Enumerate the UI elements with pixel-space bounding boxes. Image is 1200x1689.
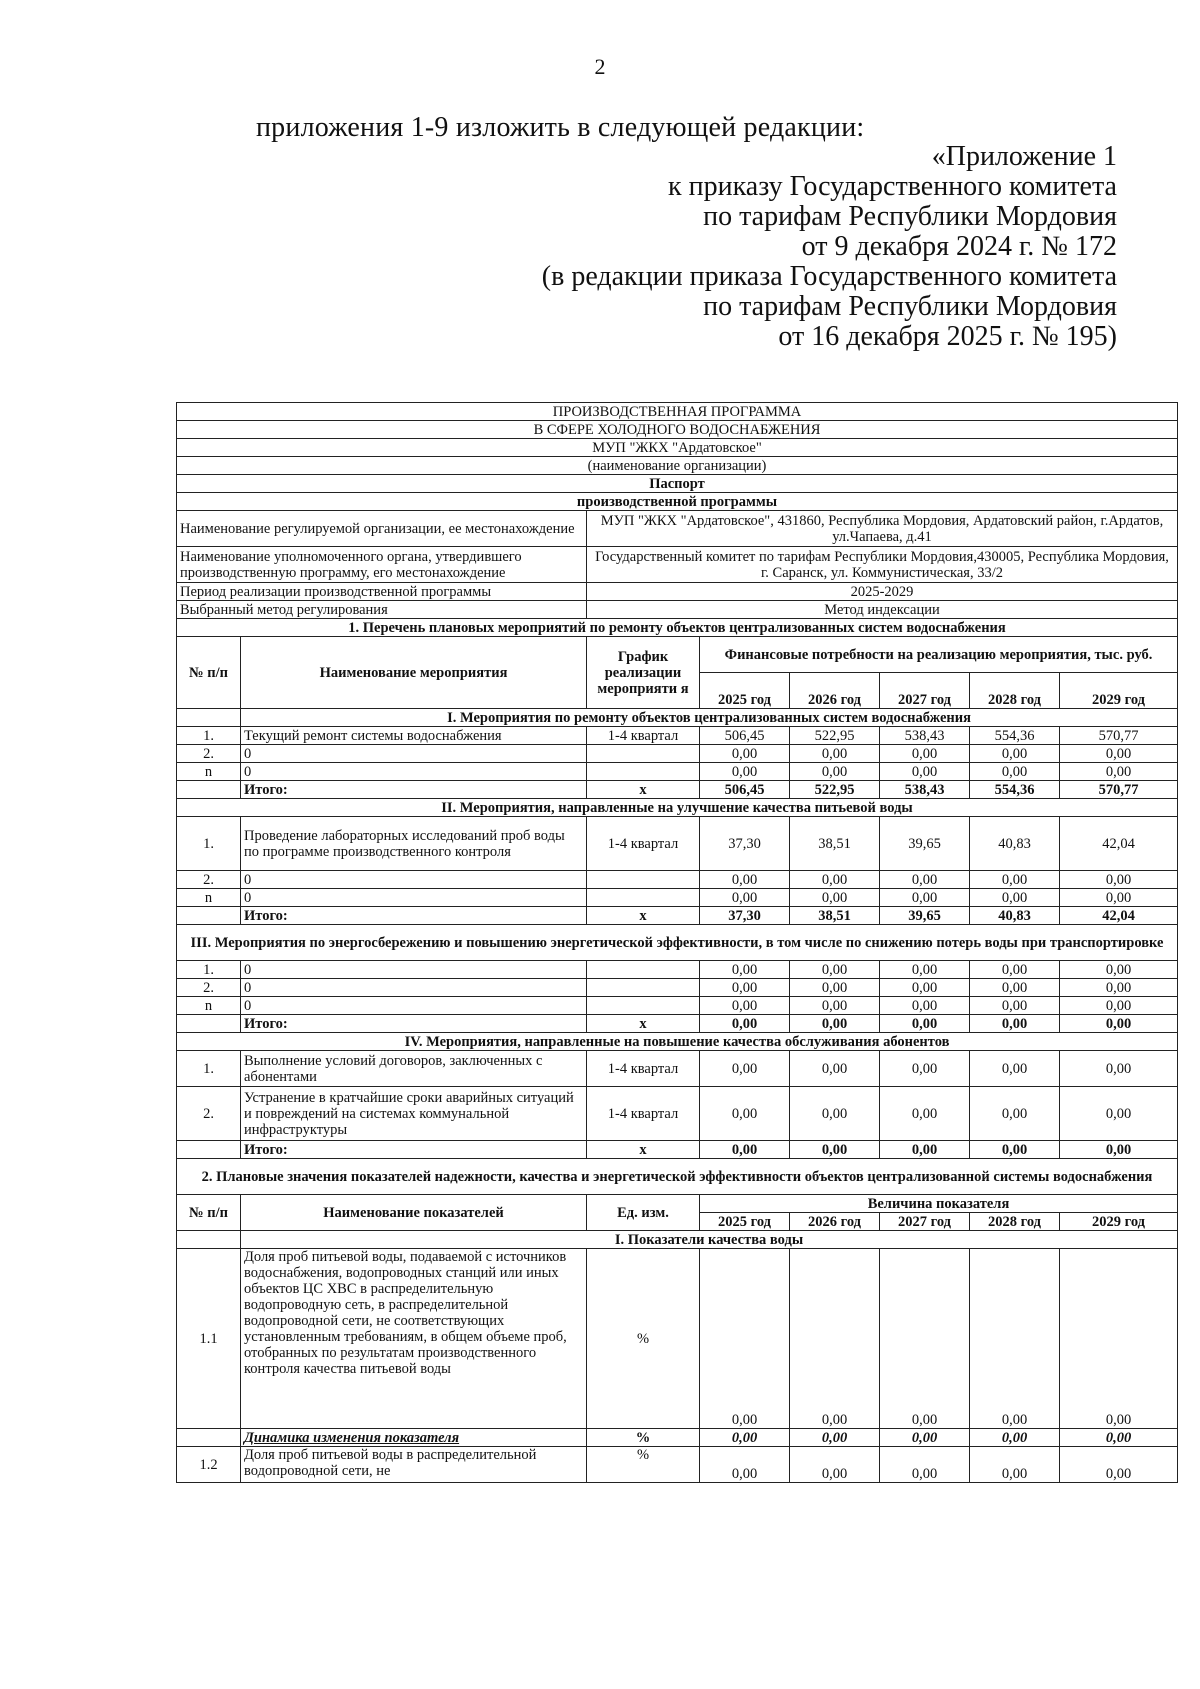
row-value: 0,00 [700,979,790,997]
row-value: 42,04 [1060,817,1178,871]
row-value: 0,00 [880,1429,970,1447]
row-schedule [587,961,700,979]
table-row [177,763,1178,781]
row-value: 0,00 [970,889,1060,907]
row-value: 0,00 [700,1051,790,1087]
row-schedule [587,871,700,889]
row-name: Доля проб питьевой воды, подаваемой с источников водоснабжения, водопроводных станций или иных объектов ЦС ХВС в распределительную водопроводную сеть, в распределительной водопроводной сети, не соответствующих установленным требованиям, в общем объеме проб, отобранных по результатам производственного контроля качества питьевой воды [241,1249,587,1429]
row-value: 0,00 [700,1249,790,1429]
row-unit: % [587,1447,700,1483]
row-value: 0,00 [700,1429,790,1447]
col-header-name: Наименование показателей [241,1195,587,1231]
total-value: 538,43 [880,781,970,799]
row-value: 0,00 [1060,997,1178,1015]
total-label: Итого: [241,1141,587,1159]
total-row [177,1015,1178,1033]
col-header-year: 2029 год [1060,1213,1178,1231]
row-name: 0 [241,763,587,781]
row-value: 0,00 [700,961,790,979]
row-schedule: 1-4 квартал [587,817,700,871]
table-row [177,871,1178,889]
total-schedule: х [587,1015,700,1033]
table-row [177,745,1178,763]
col-header-year: 2025 год [700,1213,790,1231]
total-label: Итого: [241,1015,587,1033]
row-value: 0,00 [700,997,790,1015]
row-num: 1.2 [177,1447,241,1483]
row-value: 0,00 [790,997,880,1015]
row-value: 0,00 [790,1447,880,1483]
total-value: 0,00 [970,1015,1060,1033]
total-value: 0,00 [790,1141,880,1159]
appendix-line: (в редакции приказа Государственного комитета [541,261,1117,292]
col-header-num: № п/п [177,1195,241,1231]
passport-value: 2025-2029 [587,583,1178,601]
row-value: 0,00 [1060,1051,1178,1087]
row-value: 0,00 [970,1051,1060,1087]
passport-label: Наименование регулируемой организации, ее местонахождение [177,511,587,547]
passport-subtitle: производственной программы [177,493,1178,511]
appendix-line: от 16 декабря 2025 г. № 195) [778,321,1117,352]
row-num [177,1429,241,1447]
group-title: I. Показатели качества воды [241,1231,1178,1249]
appendix-line: к приказу Государственного комитета [668,171,1117,202]
appendix-line: от 9 декабря 2024 г. № 172 [801,231,1117,262]
total-row [177,1141,1178,1159]
row-num: n [177,997,241,1015]
row-value: 0,00 [1060,871,1178,889]
total-value: 570,77 [1060,781,1178,799]
appendix-line: «Приложение 1 [931,141,1117,172]
row-value: 0,00 [1060,961,1178,979]
row-schedule [587,979,700,997]
table-row [177,1087,1178,1141]
row-value: 570,77 [1060,727,1178,745]
total-value: 0,00 [880,1015,970,1033]
total-value: 0,00 [790,1015,880,1033]
row-value: 0,00 [700,889,790,907]
row-value: 0,00 [790,1087,880,1141]
row-schedule [587,889,700,907]
row-name: 0 [241,871,587,889]
total-schedule: х [587,781,700,799]
intro-text: приложения 1-9 изложить в следующей редакции: [256,112,865,143]
row-value: 0,00 [880,763,970,781]
row-value: 37,30 [700,817,790,871]
passport-row [177,511,1178,547]
row-value: 0,00 [1060,1447,1178,1483]
row-value: 0,00 [790,1249,880,1429]
row-value: 0,00 [970,1447,1060,1483]
row-unit: % [587,1429,700,1447]
row-value: 0,00 [970,1087,1060,1141]
row-name: Текущий ремонт системы водоснабжения [241,727,587,745]
row-value: 0,00 [1060,1249,1178,1429]
row-value: 0,00 [700,1447,790,1483]
total-value: 522,95 [790,781,880,799]
row-value: 0,00 [790,979,880,997]
row-value: 0,00 [970,979,1060,997]
col-header-year: 2027 год [880,1213,970,1231]
row-num: 1. [177,961,241,979]
total-value: 554,36 [970,781,1060,799]
row-value: 538,43 [880,727,970,745]
row-num: n [177,889,241,907]
row-schedule [587,763,700,781]
total-value: 42,04 [1060,907,1178,925]
program-subtitle: В СФЕРЕ ХОЛОДНОГО ВОДОСНАБЖЕНИЯ [177,421,1178,439]
row-value: 0,00 [1060,889,1178,907]
col-header-finance: Финансовые потребности на реализацию мероприятия, тыс. руб. [700,637,1178,673]
row-value: 0,00 [880,961,970,979]
row-num: 1. [177,727,241,745]
organization-caption: (наименование организации) [177,457,1178,475]
appendix-line: по тарифам Республики Мордовия [703,201,1117,232]
row-value: 0,00 [880,1447,970,1483]
row-name: 0 [241,745,587,763]
row-value: 0,00 [970,745,1060,763]
row-value: 0,00 [1060,1087,1178,1141]
row-value: 0,00 [1060,763,1178,781]
row-num: n [177,763,241,781]
col-header-year: 2026 год [790,1213,880,1231]
table-row [177,817,1178,871]
total-schedule: х [587,907,700,925]
passport-label: Период реализации производственной программы [177,583,587,601]
row-value: 0,00 [700,745,790,763]
row-value: 0,00 [790,1429,880,1447]
row-value: 0,00 [970,763,1060,781]
row-num: 2. [177,979,241,997]
passport-value: Государственный комитет по тарифам Республики Мордовия,430005, Республика Мордовия, г. Саранск, ул. Коммунистическая, 33/2 [587,547,1178,583]
row-unit: % [587,1249,700,1429]
group-title: I. Мероприятия по ремонту объектов централизованных систем водоснабжения [241,709,1178,727]
row-value: 0,00 [790,889,880,907]
program-title: ПРОИЗВОДСТВЕННАЯ ПРОГРАММА [177,403,1178,421]
total-value: 0,00 [880,1141,970,1159]
row-value: 554,36 [970,727,1060,745]
passport-value: МУП "ЖКХ "Ардатовское", 431860, Республика Мордовия, Ардатовский район, г.Ардатов, ул.Чапаева, д.41 [587,511,1178,547]
total-value: 38,51 [790,907,880,925]
row-name: Устранение в кратчайшие сроки аварийных ситуаций и повреждений на системах коммунальной инфраструктуры [241,1087,587,1141]
row-num: 2. [177,745,241,763]
table-row [177,961,1178,979]
organization-name: МУП "ЖКХ "Ардатовское" [177,439,1178,457]
row-schedule [587,745,700,763]
row-schedule [587,997,700,1015]
row-name: 0 [241,961,587,979]
row-value: 0,00 [880,889,970,907]
row-value: 38,51 [790,817,880,871]
total-value: 40,83 [970,907,1060,925]
passport-label: Наименование уполномоченного органа, утвердившего производственную программу, его местонахождение [177,547,587,583]
total-label: Итого: [241,781,587,799]
row-value: 0,00 [880,1087,970,1141]
total-row [177,907,1178,925]
row-value: 0,00 [700,1087,790,1141]
row-value: 0,00 [790,1051,880,1087]
table-row [177,1051,1178,1087]
total-schedule: х [587,1141,700,1159]
row-num: 1. [177,817,241,871]
row-name: 0 [241,997,587,1015]
row-value: 0,00 [790,961,880,979]
row-value: 522,95 [790,727,880,745]
row-name: Доля проб питьевой воды в распределительной водопроводной сети, не [241,1447,587,1483]
row-value: 0,00 [790,745,880,763]
row-value: 40,83 [970,817,1060,871]
section2-title: 2. Плановые значения показателей надежности, качества и энергетической эффективности объектов централизованной системы водоснабжения [177,1159,1178,1195]
table-row [177,889,1178,907]
dynamics-row [177,1429,1178,1447]
row-num: 2. [177,871,241,889]
appendix-header [542,142,1117,352]
appendix-line: по тарифам Республики Мордовия [703,291,1117,322]
row-name: 0 [241,979,587,997]
row-schedule: 1-4 квартал [587,1087,700,1141]
table-row [177,1249,1178,1429]
row-value: 0,00 [1060,1429,1178,1447]
row-name: 0 [241,889,587,907]
total-value: 0,00 [1060,1141,1178,1159]
passport-label: Выбранный метод регулирования [177,601,587,619]
row-name: Проведение лабораторных исследований проб воды по программе производственного контроля [241,817,587,871]
production-program-table [176,402,1178,1483]
group-title: II. Мероприятия, направленные на улучшение качества питьевой воды [177,799,1178,817]
col-header-year: 2029 год [1060,673,1178,709]
total-value: 0,00 [700,1015,790,1033]
col-header-value: Величина показателя [700,1195,1178,1213]
row-schedule: 1-4 квартал [587,1051,700,1087]
row-value: 0,00 [790,763,880,781]
page-number: 2 [594,54,606,79]
passport-value: Метод индексации [587,601,1178,619]
passport-row [177,547,1178,583]
col-header-schedule: График реализации мероприяти я [587,637,700,709]
total-label: Итого: [241,907,587,925]
group-title: III. Мероприятия по энергосбережению и повышению энергетической эффективности, в том числе по снижению потерь воды при транспортировке [177,925,1178,961]
row-name: Динамика изменения показателя [241,1429,587,1447]
col-header-num: № п/п [177,637,241,709]
row-value: 0,00 [970,997,1060,1015]
group-title: IV. Мероприятия, направленные на повышение качества обслуживания абонентов [177,1033,1178,1051]
row-value: 506,45 [700,727,790,745]
col-header-year: 2028 год [970,1213,1060,1231]
row-value: 0,00 [880,1051,970,1087]
table-row [177,1447,1178,1483]
row-name: Выполнение условий договоров, заключенных с абонентами [241,1051,587,1087]
passport-row [177,583,1178,601]
row-value: 0,00 [880,997,970,1015]
row-value: 0,00 [880,745,970,763]
col-header-year: 2027 год [880,673,970,709]
total-value: 39,65 [880,907,970,925]
row-value: 0,00 [880,979,970,997]
row-value: 0,00 [970,1249,1060,1429]
row-value: 39,65 [880,817,970,871]
row-value: 0,00 [790,871,880,889]
col-header-year: 2028 год [970,673,1060,709]
row-num: 2. [177,1087,241,1141]
row-value: 0,00 [970,1429,1060,1447]
row-value: 0,00 [1060,745,1178,763]
row-num: 1.1 [177,1249,241,1429]
table-row [177,979,1178,997]
total-value: 0,00 [1060,1015,1178,1033]
col-header-year: 2026 год [790,673,880,709]
table-row [177,727,1178,745]
total-value: 0,00 [700,1141,790,1159]
section1-title: 1. Перечень плановых мероприятий по ремонту объектов централизованных систем водоснабжения [177,619,1178,637]
row-value: 0,00 [1060,979,1178,997]
row-num: 1. [177,1051,241,1087]
row-value: 0,00 [970,871,1060,889]
total-value: 0,00 [970,1141,1060,1159]
total-value: 37,30 [700,907,790,925]
row-schedule: 1-4 квартал [587,727,700,745]
table-row [177,997,1178,1015]
row-value: 0,00 [700,763,790,781]
row-value: 0,00 [880,1249,970,1429]
row-value: 0,00 [700,871,790,889]
total-value: 506,45 [700,781,790,799]
passport-row [177,601,1178,619]
col-header-unit: Ед. изм. [587,1195,700,1231]
row-value: 0,00 [880,871,970,889]
row-value: 0,00 [970,961,1060,979]
col-header-year: 2025 год [700,673,790,709]
total-row [177,781,1178,799]
col-header-name: Наименование мероприятия [241,637,587,709]
passport-title: Паспорт [177,475,1178,493]
